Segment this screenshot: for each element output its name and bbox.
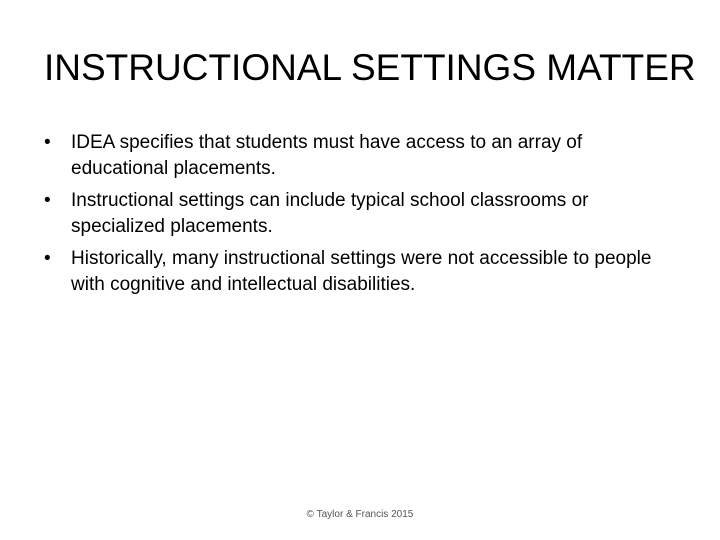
bullet-dot-icon: • xyxy=(44,190,51,211)
bullet-list xyxy=(44,130,684,304)
bullet-text: Historically, many instructional settings were not accessible to people with cognitive and intellectual disabilities. xyxy=(71,248,652,295)
bullet-dot-icon: • xyxy=(44,248,51,269)
bullet-text: Instructional settings can include typical school classrooms or specialized placements. xyxy=(71,190,589,237)
bullet-text: IDEA specifies that students must have access to an array of educational placements. xyxy=(71,132,583,179)
bullet-item xyxy=(44,188,684,240)
bullet-dot-icon: • xyxy=(44,132,51,153)
slide-title: INSTRUCTIONAL SETTINGS MATTER xyxy=(44,47,696,88)
bullet-item xyxy=(44,130,684,182)
bullet-item xyxy=(44,246,684,298)
copyright-footer: © Taylor & Francis 2015 xyxy=(306,509,414,520)
